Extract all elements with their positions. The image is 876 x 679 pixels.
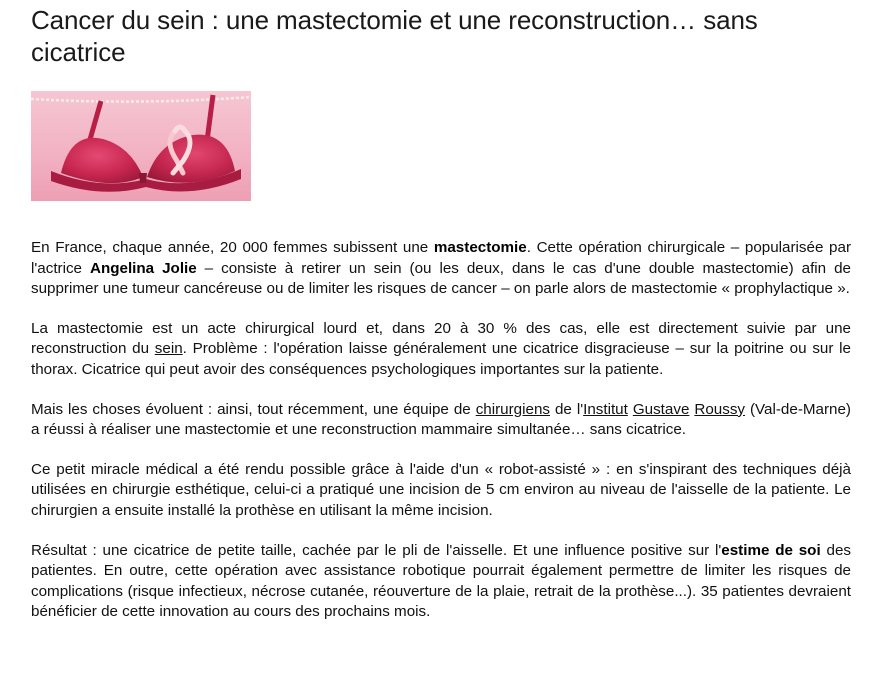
- pink-ribbon-bra-image: [31, 91, 251, 201]
- text-span: . Cette opération chirurgicale – popularisée par l'actrice: [31, 239, 851, 277]
- text-span: . Problème : l'opération laisse généralement une cicatrice disgracieuse – sur la poitrine ou sur le thorax. Cicatrice qui peut avoir des conséquences psychologiques importantes sur la patiente.: [31, 340, 851, 378]
- link-sein[interactable]: sein: [154, 340, 183, 358]
- text-span: (Val-de-Marne) a réussi à réaliser une mastectomie et une reconstruction mammaire simultanée… sans cicatrice.: [31, 400, 851, 439]
- paragraph-5: [31, 541, 851, 623]
- article-title: Cancer du sein : une mastectomie et une reconstruction… sans cicatrice: [31, 5, 758, 67]
- text-span: La mastectomie est un acte chirurgical lourd et, dans 20 à 30 % des cas, elle est directement suivie par une reconstruction du: [31, 319, 851, 358]
- link-chirurgiens[interactable]: chirurgiens: [475, 400, 550, 418]
- text-span: En France, chaque année, 20 000 femmes subissent une: [31, 239, 434, 256]
- link-gustave[interactable]: Gustave: [632, 400, 690, 418]
- text-span: – consiste à retirer un sein (ou les deux, dans le cas d'une double mastectomie) afin de supprimer une tumeur cancéreuse ou de limiter les risques de cancer – on parle alors de mastectomie « prophylactique ».: [31, 259, 851, 298]
- keyword-mastectomie: mastectomie: [433, 239, 527, 256]
- text-span: Ce petit miracle médical a été rendu possible grâce à l'aide d'un « robot-assisté » : en s'inspirant des techniques déjà utilisées en chirurgie esthétique, celui-ci a pratiqué une incision de 5 cm environ au niveau de l'aisselle de la patiente. Le chirurgien a ensuite installé la prothèse en utilisant la même incision.: [31, 460, 851, 519]
- paragraph-3: [31, 400, 851, 441]
- text-span: de l': [550, 400, 584, 418]
- keyword-angelina-jolie: Angelina Jolie: [89, 259, 197, 277]
- article-body: [31, 238, 851, 623]
- text-span: des patientes. En outre, cette opération avec assistance robotique pourrait également permettre de limiter les risques de complications (risque infectieux, nécrose cutanée, réouverture de la plaie, retrait de la prothèse...). 35 patientes devraient bénéficier de cette innovation au cours des prochains mois.: [31, 541, 851, 621]
- article: [31, 0, 851, 642]
- paragraph-2: [31, 319, 851, 381]
- link-institut[interactable]: Institut: [583, 400, 628, 418]
- text-span: Résultat : une cicatrice de petite taille, cachée par le pli de l'aisselle. Et une influence positive sur l': [31, 541, 722, 559]
- keyword-estime-de-soi: estime de soi: [721, 541, 821, 559]
- link-roussy[interactable]: Roussy: [694, 400, 746, 418]
- text-span: Mais les choses évoluent : ainsi, tout récemment, une équipe de: [31, 400, 476, 418]
- paragraph-1: [31, 238, 851, 300]
- paragraph-4: [31, 460, 851, 522]
